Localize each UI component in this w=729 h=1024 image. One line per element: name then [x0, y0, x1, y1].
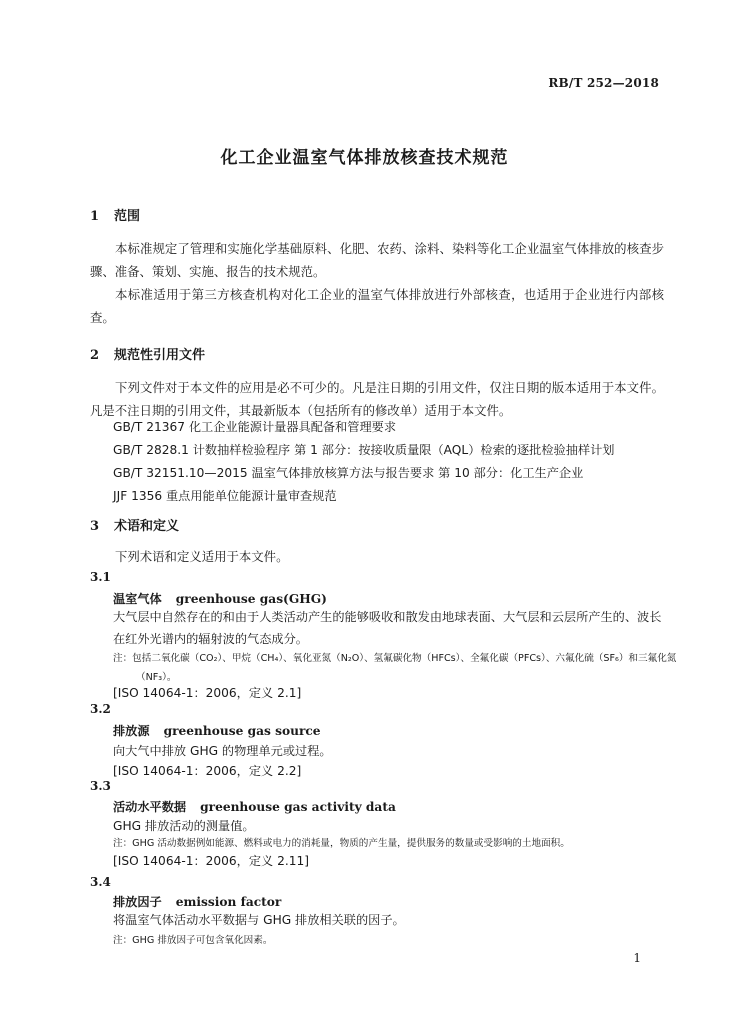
reference-item: GB/T 2828.1 计数抽样检验程序 第 1 部分：按接收质量限（AQL）检索的逐批检验抽样计划 [113, 443, 615, 457]
term-definition: GHG 排放活动的测量值。 [113, 819, 255, 833]
reference-item: GB/T 32151.10—2015 温室气体排放核算方法与报告要求 第 10 部分：化工生产企业 [113, 466, 584, 480]
term-chinese: 排放因子 [113, 895, 162, 909]
term-english: greenhouse gas(GHG) [175, 592, 327, 606]
term-english: emission factor [175, 895, 282, 909]
reference-item: GB/T 21367 化工企业能源计量器具配备和管理要求 [113, 420, 397, 434]
term-heading [113, 722, 321, 739]
reference-item: JJF 1356 重点用能单位能源计量审查规范 [113, 489, 337, 503]
term-chinese: 温室气体 [113, 592, 162, 606]
document-title: 化工企业温室气体排放核查技术规范 [220, 148, 509, 168]
section-title: 规范性引用文件 [114, 348, 206, 363]
term-note: 注：GHG 活动数据例如能源、燃料或电力的消耗量，物质的产生量，提供服务的数量或受影响的土地面积。 [113, 838, 570, 849]
clause-number: 3.3 [90, 779, 111, 793]
clause-number: 3.4 [90, 875, 111, 889]
term-chinese: 排放源 [113, 724, 150, 738]
term-heading [113, 590, 327, 607]
clause-number: 3.2 [90, 702, 111, 716]
terms-intro-paragraph: 下列术语和定义适用于本文件。 [115, 549, 289, 564]
section-title: 范围 [114, 209, 141, 224]
standard-code: RB/T 252—2018 [548, 76, 659, 90]
term-source: [ISO 14064-1：2006，定义 2.1] [113, 686, 302, 700]
page-number: 1 [633, 951, 641, 965]
references-intro-paragraph: 下列文件对于本文件的应用是必不可少的。凡是注日期的引用文件，仅注日期的版本适用于本文件。凡是不注日期的引用文件，其最新版本（包括所有的修改单）适用于本文件。 [90, 380, 664, 418]
term-definition: 将温室气体活动水平数据与 GHG 排放相关联的因子。 [113, 913, 405, 927]
scope-paragraph: 本标准规定了管理和实施化学基础原料、化肥、农药、涂料、染料等化工企业温室气体排放的核查步骤、准备、策划、实施、报告的技术规范。 [90, 241, 664, 279]
term-heading [113, 798, 396, 815]
term-definition: 大气层中自然存在的和由于人类活动产生的能够吸收和散发由地球表面、大气层和云层所产生的、波长在红外光谱内的辐射波的气态成分。 [113, 610, 662, 646]
section-heading-terms [90, 515, 179, 534]
term-definition: 向大气中排放 GHG 的物理单元或过程。 [113, 744, 332, 758]
section-number: 3 [90, 519, 100, 534]
term-english: greenhouse gas source [163, 724, 321, 738]
term-note: 注：GHG 排放因子可包含氧化因素。 [113, 935, 273, 946]
section-number: 2 [90, 348, 100, 363]
section-heading-scope [90, 205, 140, 224]
term-source: [ISO 14064-1：2006，定义 2.2] [113, 764, 302, 778]
term-note: 注：包括二氧化碳（CO₂）、甲烷（CH₄）、氧化亚氮（N₂O）、氢氟碳化物（HFCs）、全氟化碳（PFCs）、六氟化硫（SF₆）和三氟化氮（NF₃）。 [113, 653, 677, 683]
clause-number: 3.1 [90, 570, 111, 584]
section-number: 1 [90, 209, 100, 224]
section-title: 术语和定义 [114, 519, 180, 534]
section-heading-normative-references [90, 344, 205, 363]
term-source: [ISO 14064-1：2006，定义 2.11] [113, 854, 310, 868]
term-heading [113, 893, 281, 910]
scope-paragraph: 本标准适用于第三方核查机构对化工企业的温室气体排放进行外部核查，也适用于企业进行内部核查。 [90, 287, 664, 325]
term-english: greenhouse gas activity data [200, 800, 396, 814]
term-chinese: 活动水平数据 [113, 800, 187, 814]
